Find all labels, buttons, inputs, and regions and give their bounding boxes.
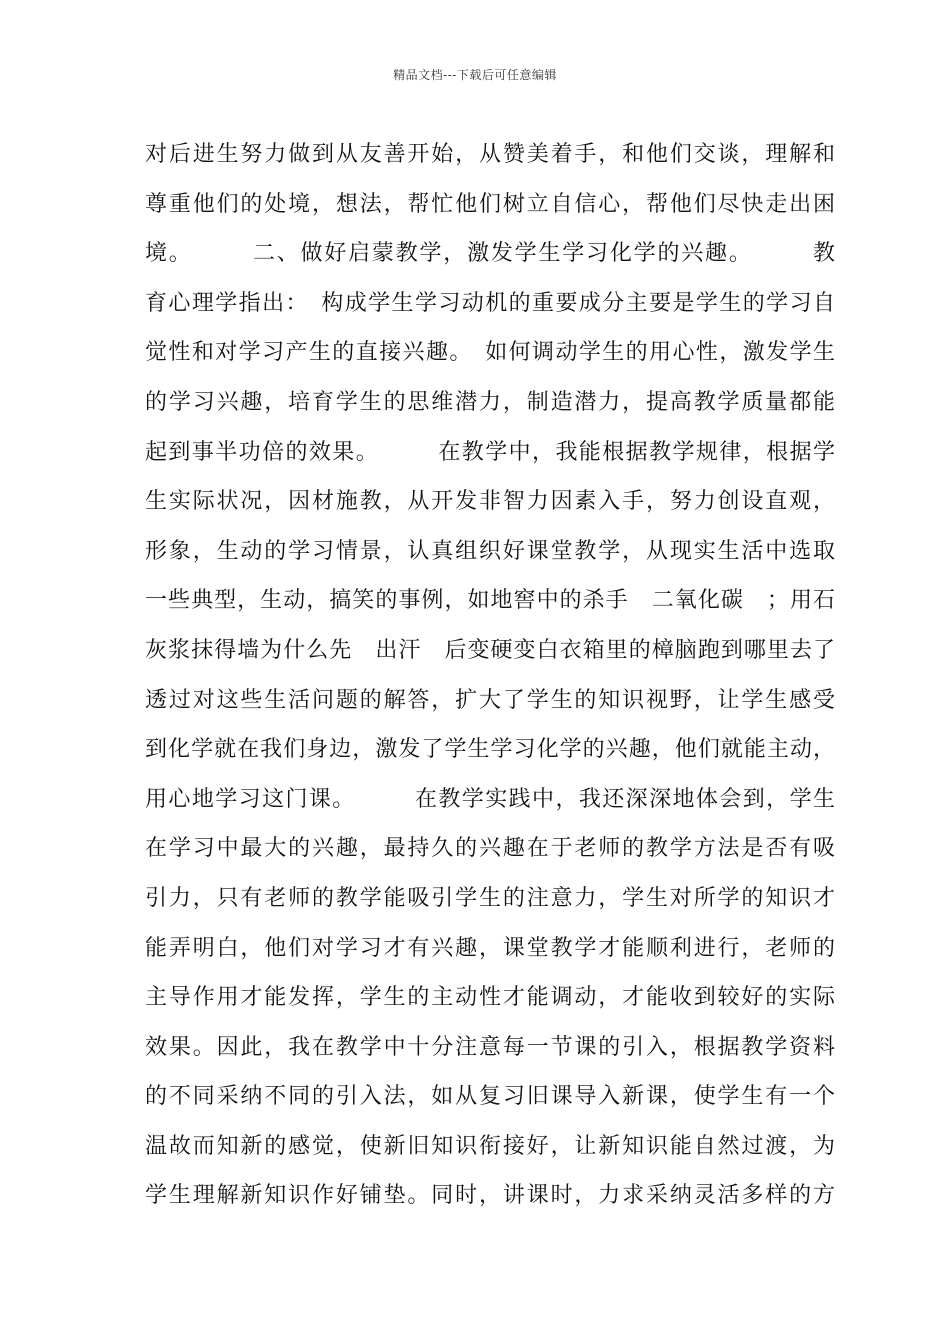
text-line: 能弄明白，他们对学习才有兴趣，课堂教学才能顺利进行，老师的 <box>145 935 835 961</box>
text-line: 觉性和对学习产生的直接兴趣。 如何调动学生的用心性，激发学生 <box>145 340 835 366</box>
text-line: 生实际状况，因材施教，从开发非智力因素入手，努力创设直观， <box>145 489 835 515</box>
text-line: 引力，只有老师的教学能吸引学生的注意力，学生对所学的知识才 <box>145 885 835 911</box>
text-line: 灰浆抹得墙为什么先 出汗 后变硬变白衣箱里的樟脑跑到哪里去了 <box>145 637 835 663</box>
text-line: 的学习兴趣，培育学生的思维潜力，制造潜力，提高教学质量都能 <box>145 389 835 415</box>
text-line: 到化学就在我们身边，激发了学生学习化学的兴趣，他们就能主动， <box>145 737 835 763</box>
text-line: 学生理解新知识作好铺垫。同时，讲课时，力求采纳灵活多样的方 <box>145 1183 835 1209</box>
body-text <box>145 130 835 1221</box>
text-line: 尊重他们的处境，想法，帮忙他们树立自信心，帮他们尽快走出困 <box>145 191 835 217</box>
text-line: 形象，生动的学习情景，认真组织好课堂教学，从现实生活中选取 <box>145 538 835 564</box>
text-line: 育心理学指出： 构成学生学习动机的重要成分主要是学生的学习自 <box>145 290 835 316</box>
text-line: 在学习中最大的兴趣，最持久的兴趣在于老师的教学方法是否有吸 <box>145 836 835 862</box>
text-line: 用心地学习这门课。 在教学实践中，我还深深地体会到，学生 <box>145 786 835 812</box>
text-line: 透过对这些生活问题的解答，扩大了学生的知识视野，让学生感受 <box>145 687 835 713</box>
text-line: 主导作用才能发挥，学生的主动性才能调动，才能收到较好的实际 <box>145 985 835 1011</box>
text-line: 起到事半功倍的效果。 在教学中，我能根据教学规律，根据学 <box>145 439 835 465</box>
text-line: 境。 二、做好启蒙教学，激发学生学习化学的兴趣。 教 <box>145 241 835 267</box>
text-line: 一些典型，生动，搞笑的事例，如地窖中的杀手 二氧化碳 ；用石 <box>145 588 835 614</box>
text-line: 对后进生努力做到从友善开始，从赞美着手，和他们交谈，理解和 <box>145 142 835 167</box>
page-header: 精品文档---下载后可任意编辑 <box>393 68 557 82</box>
text-line: 效果。因此，我在教学中十分注意每一节课的引入，根据教学资料 <box>145 1034 835 1060</box>
text-line: 的不同采纳不同的引入法，如从复习旧课导入新课，使学生有一个 <box>145 1084 835 1110</box>
text-line: 温故而知新的感觉，使新旧知识衔接好，让新知识能自然过渡，为 <box>145 1133 835 1159</box>
